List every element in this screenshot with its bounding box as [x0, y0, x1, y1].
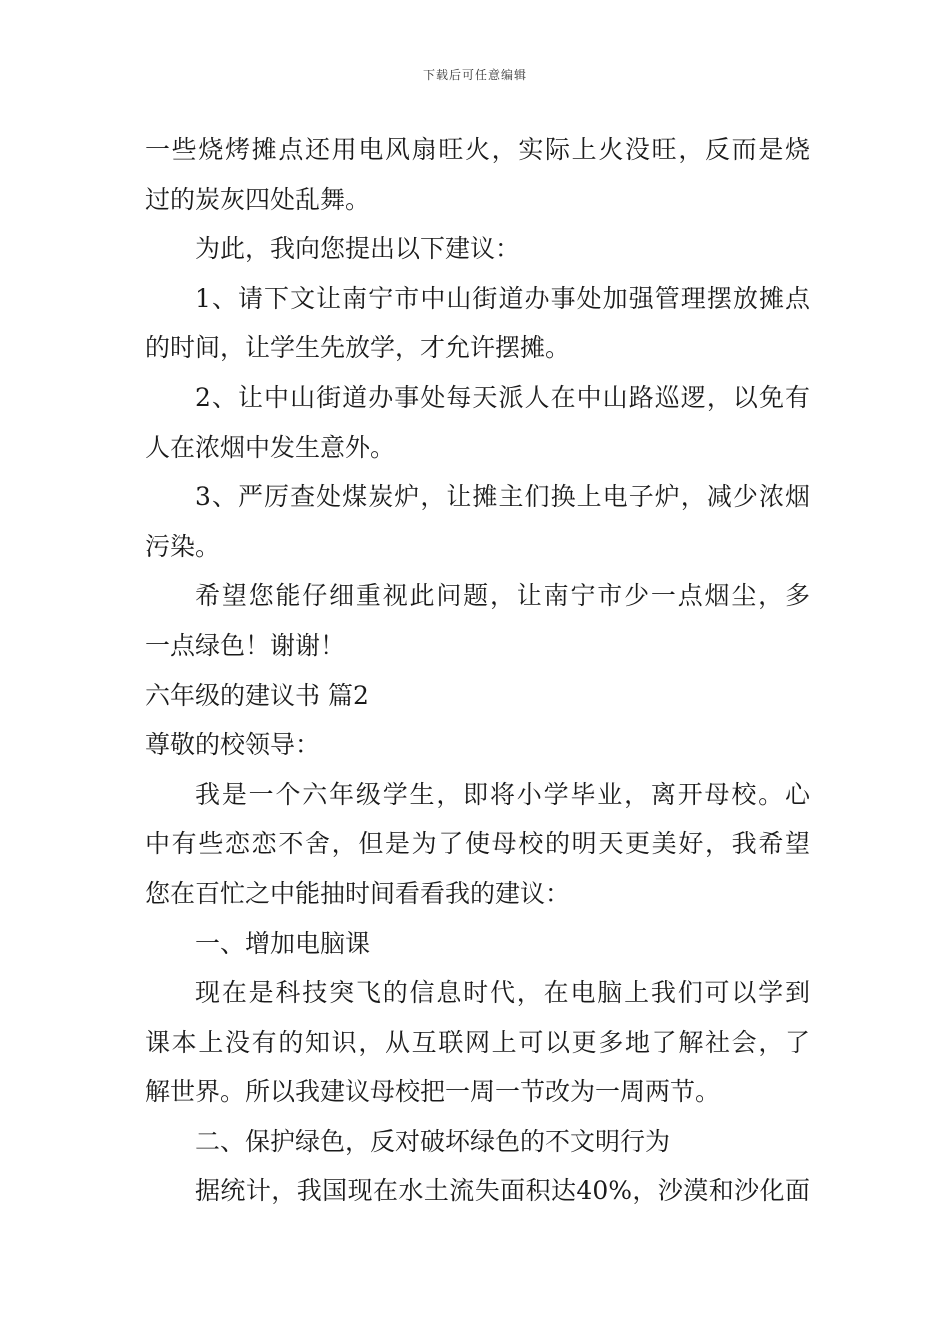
text-line: 为此，我向您提出以下建议：	[195, 234, 521, 264]
text-line: 一、增加电脑课	[195, 928, 371, 958]
text-line: 据统计，我国现在水土流失面积达40%，沙漠和沙化面	[195, 1176, 810, 1206]
text-line: 解世界。所以我建议母校把一周一节改为一周两节。	[145, 1077, 721, 1107]
text-line: 污染。	[145, 531, 221, 561]
document-body	[145, 125, 810, 1216]
text-line: 3、严厉查处煤炭炉，让摊主们换上电子炉，减少浓烟	[195, 482, 810, 512]
text-line: 现在是科技突飞的信息时代，在电脑上我们可以学到	[195, 978, 810, 1008]
text-line: 过的炭灰四处乱舞。	[145, 184, 371, 214]
text-line: 希望您能仔细重视此问题，让南宁市少一点烟尘，多	[195, 581, 810, 611]
text-line: 1、请下文让南宁市中山街道办事处加强管理摆放摊点	[195, 283, 810, 313]
text-line: 人在浓烟中发生意外。	[145, 432, 396, 462]
text-line: 尊敬的校领导：	[145, 730, 321, 760]
text-line: 课本上没有的知识，从互联网上可以更多地了解社会，了	[145, 1027, 810, 1057]
text-line: 2、让中山街道办事处每天派人在中山路巡逻，以免有	[195, 382, 810, 412]
page-header: 下载后可任意编辑	[422, 68, 527, 82]
text-line: 您在百忙之中能抽时间看看我的建议：	[145, 878, 571, 908]
text-line: 二、保护绿色，反对破坏绿色的不文明行为	[195, 1126, 671, 1156]
text-line: 我是一个六年级学生，即将小学毕业，离开母校。心	[195, 779, 810, 809]
text-line: 的时间，让学生先放学，才允许摆摊。	[145, 333, 571, 363]
text-line: 一些烧烤摊点还用电风扇旺火，实际上火没旺，反而是烧	[145, 135, 810, 164]
text-line: 中有些恋恋不舍，但是为了使母校的明天更美好，我希望	[145, 829, 810, 859]
text-line: 六年级的建议书 篇2	[145, 680, 369, 710]
text-line: 一点绿色！谢谢！	[145, 630, 346, 660]
